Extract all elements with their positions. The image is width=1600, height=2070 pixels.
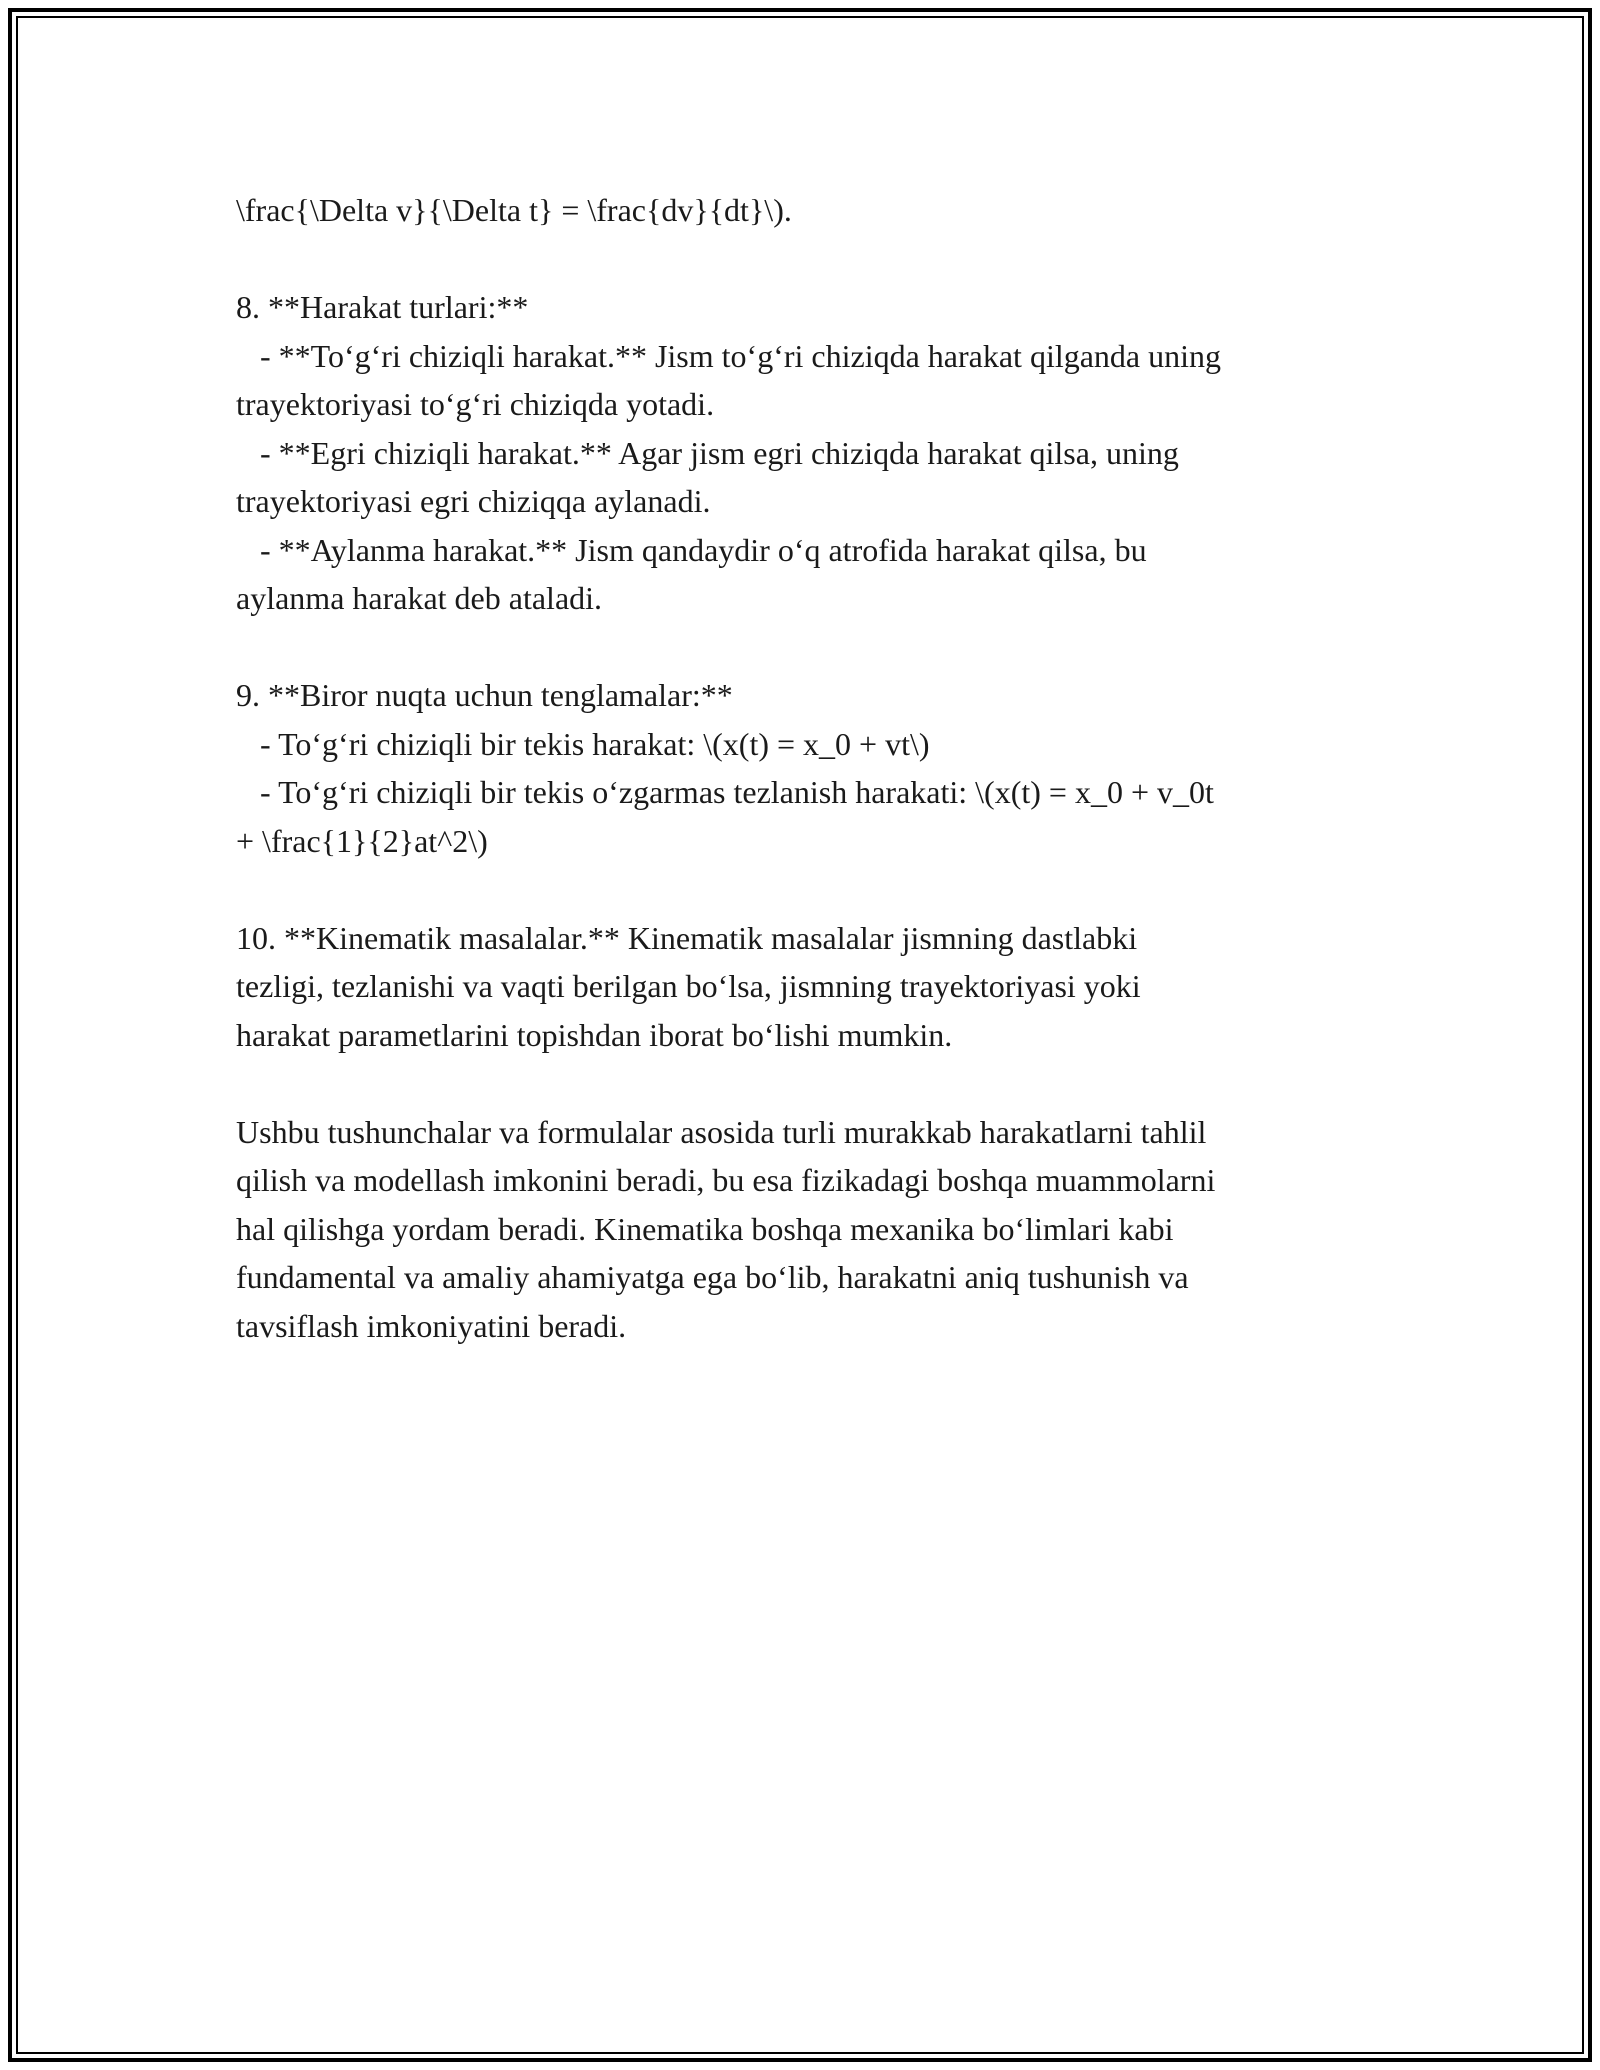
text-line: + \frac{1}{2}at^2\) — [236, 822, 488, 859]
text-line: - To‘g‘ri chiziqli bir tekis o‘zgarmas tezlanish harakati: \(x(t) = x_0 + v_0t — [236, 774, 1214, 810]
text-line: harakat parametlarini topishdan iborat bo‘lishi mumkin. — [236, 1016, 953, 1053]
text-line: trayektoriyasi egri chiziqqa aylanadi. — [236, 483, 711, 519]
blank-line — [236, 623, 1386, 672]
text-line: trayektoriyasi to‘g‘ri chiziqda yotadi. — [236, 386, 715, 422]
conclusion-paragraph-line: Ushbu tushunchalar va formulalar asosida turli murakkab harakatlarni tahlil — [236, 1113, 1207, 1150]
section-8-heading: 8. **Harakat turlari:** — [236, 289, 529, 325]
text-line: - **Egri chiziqli harakat.** Agar jism egri chiziqda harakat qilsa, uning — [236, 434, 1179, 471]
blank-line — [236, 1059, 1386, 1108]
formula-continuation-line: \frac{\Delta v}{\Delta t} = \frac{dv}{dt}\). — [236, 192, 792, 228]
conclusion-paragraph-line: tavsiflash imkoniyatini beradi. — [236, 1307, 627, 1344]
text-line: - **Aylanma harakat.** Jism qandaydir o‘q atrofida harakat qilsa, bu — [236, 531, 1147, 568]
section-9-heading: 9. **Biror nuqta uchun tenglamalar:** — [236, 677, 733, 713]
section-10-heading: 10. **Kinematik masalalar.** Kinematik masalalar jismning dastlabki — [236, 919, 1138, 956]
conclusion-paragraph-line: fundamental va amaliy ahamiyatga ega bo‘lib, harakatni aniq tushunish va — [236, 1259, 1189, 1295]
text-line: tezligi, tezlanishi va vaqti berilgan bo‘lsa, jismning trayektoriyasi yoki — [236, 968, 1141, 1004]
text-line: aylanma harakat deb ataladi. — [236, 580, 603, 616]
conclusion-paragraph-line: hal qilishga yordam beradi. Kinematika boshqa mexanika bo‘limlari kabi — [236, 1210, 1174, 1247]
document-body — [236, 186, 1386, 1350]
text-line: - **To‘g‘ri chiziqli harakat.** Jism to‘g‘ri chiziqda harakat qilganda uning — [236, 337, 1222, 374]
text-line: - To‘g‘ri chiziqli bir tekis harakat: \(x(t) = x_0 + vt\) — [236, 725, 930, 762]
blank-line — [236, 865, 1386, 914]
blank-line — [236, 235, 1386, 284]
conclusion-paragraph-line: qilish va modellash imkonini beradi, bu esa fizikadagi boshqa muammolarni — [236, 1162, 1216, 1198]
